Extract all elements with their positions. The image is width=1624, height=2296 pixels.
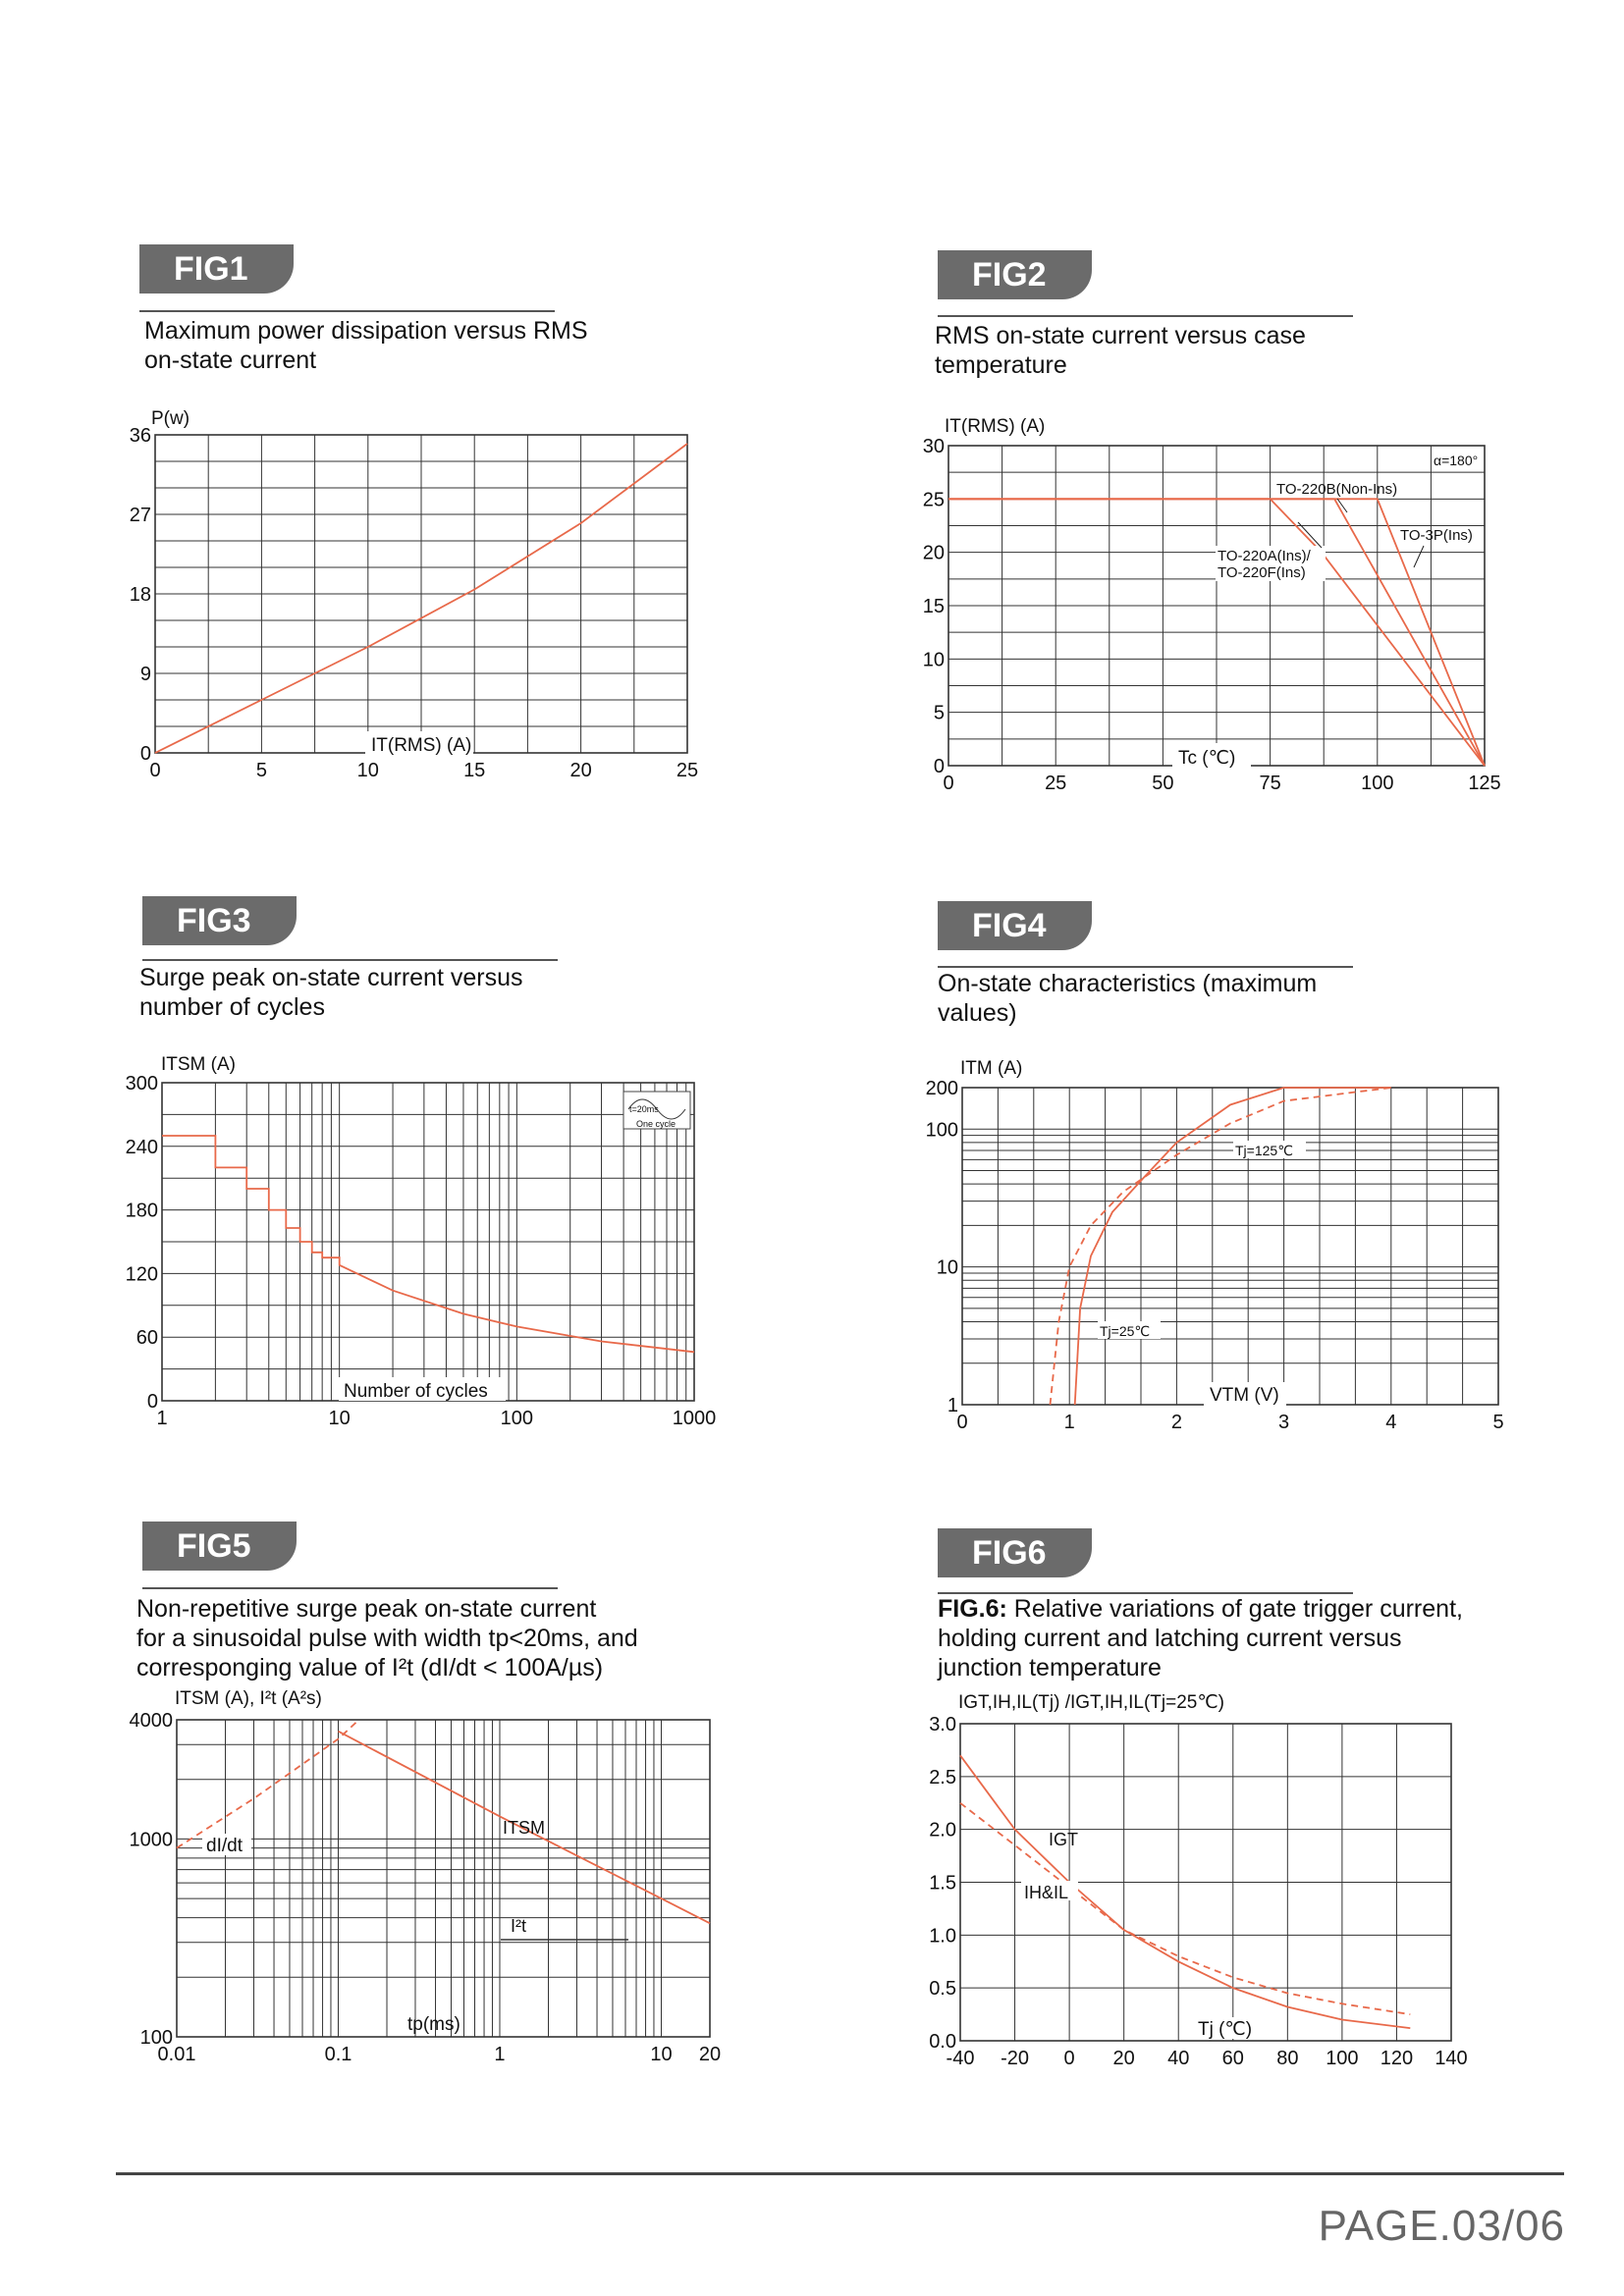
fig2-y-tick-label: 30: [922, 436, 945, 457]
fig6-x-tick-label: -20: [1001, 2048, 1030, 2069]
fig3-y-tick-label: 120: [125, 1263, 158, 1286]
fig1-caption: Maximum power dissipation versus RMS on-state current: [144, 317, 588, 374]
fig4-annot-25: Tj=25℃: [1100, 1323, 1151, 1339]
fig2-tab: FIG2: [938, 250, 1092, 299]
fig4-y-tick-label: 1: [947, 1395, 958, 1416]
fig5-x-tick-label: 0.1: [324, 2044, 352, 2065]
fig1-x-tick-label: 25: [676, 760, 699, 781]
fig4-y-tick-label: 200: [925, 1078, 958, 1099]
fig5-x-axis-label: tp(ms): [407, 2014, 460, 2035]
fig5-y-tick-label: 100: [139, 2027, 173, 2049]
fig4-annot-125: Tj=125℃: [1235, 1143, 1293, 1158]
fig3-x-axis-label: Number of cycles: [344, 1381, 488, 1402]
fig5-tab: FIG5: [142, 1522, 297, 1571]
fig2-y-tick-label: 25: [922, 489, 945, 511]
fig6-series-ihil: [960, 1803, 1410, 2014]
fig6-x-tick-label: -40: [946, 2048, 975, 2069]
fig2-x-tick-label: 50: [1152, 773, 1174, 794]
fig3-x-tick-label: 10: [328, 1408, 351, 1429]
fig3-y-tick-label: 0: [146, 1391, 158, 1413]
fig3-y-tick-label: 300: [125, 1073, 158, 1095]
fig2-y-tick-label: 15: [922, 596, 945, 617]
fig5-x-tick-label: 0.01: [157, 2044, 196, 2065]
fig6-tab: FIG6: [938, 1528, 1092, 1577]
fig2-y-tick-label: 10: [922, 649, 945, 671]
fig2-y-tick-label: 5: [933, 702, 945, 724]
fig4-x-tick-label: 2: [1170, 1412, 1182, 1433]
fig5-annot-itsm: ITSM: [503, 1818, 545, 1838]
fig6-x-tick-label: 100: [1326, 2048, 1359, 2069]
fig2-annot-to220f: TO-220F(Ins): [1218, 564, 1306, 581]
fig6-annot-igt: IGT: [1049, 1830, 1078, 1849]
fig6-x-tick-label: 120: [1380, 2048, 1414, 2069]
fig6-x-tick-label: 60: [1221, 2048, 1244, 2069]
fig5-y-tick-label: 4000: [129, 1710, 173, 1732]
fig3-x-tick-label: 1: [156, 1408, 168, 1429]
fig6-y-tick-label: 0.0: [929, 2031, 956, 2053]
fig1-x-tick-label: 0: [149, 760, 161, 781]
fig2-y-tick-label: 20: [922, 542, 945, 564]
fig6-x-tick-label: 20: [1112, 2048, 1135, 2069]
fig3-x-tick-label: 100: [500, 1408, 534, 1429]
fig5-y-tick-label: 1000: [129, 1829, 173, 1851]
fig5-annot-i2t: I²t: [511, 1916, 526, 1936]
fig2-y-axis-label: IT(RMS) (A): [945, 416, 1046, 437]
fig2-x-tick-label: 125: [1468, 773, 1501, 794]
fig4-x-axis-label: VTM (V): [1210, 1385, 1279, 1406]
fig6-y-tick-label: 1.0: [929, 1925, 956, 1948]
fig3-caption: Surge peak on-state current versus number of cycles: [139, 964, 523, 1021]
fig3-inset-label-t: t=20ms: [629, 1104, 659, 1114]
fig4-tab: FIG4: [938, 901, 1092, 950]
page-number: PAGE.03/06: [1318, 2202, 1565, 2250]
fig2-alpha-label: α=180°: [1434, 453, 1479, 468]
fig4-caption: On-state characteristics (maximum values): [938, 970, 1318, 1027]
fig2-caption: RMS on-state current versus case temperature: [935, 322, 1306, 379]
fig6-x-tick-label: 40: [1167, 2048, 1190, 2069]
fig2-annot-arrow: [1414, 546, 1424, 567]
fig1-y-axis-label: P(w): [151, 408, 190, 429]
fig1-x-tick-label: 10: [356, 760, 379, 781]
fig6-y-tick-label: 1.5: [929, 1872, 956, 1895]
fig6-y-axis-label: IGT,IH,IL(Tj) /IGT,IH,IL(Tj=25℃): [958, 1692, 1225, 1713]
fig6-caption-bold: FIG.6:: [938, 1595, 1007, 1623]
fig1-y-tick-label: 9: [139, 664, 151, 685]
fig4-x-tick-label: 0: [956, 1412, 968, 1433]
fig6-caption-text: Relative variations of gate trigger current, holding current and latching current versus junction temperature: [938, 1595, 1463, 1682]
fig4-y-tick-label: 100: [925, 1119, 958, 1142]
fig6-x-tick-label: 140: [1435, 2048, 1468, 2069]
fig2-annot-to220a: TO-220A(Ins)/: [1218, 548, 1311, 564]
fig2-x-axis-label: Tc (℃): [1178, 748, 1236, 769]
fig6-x-tick-label: 0: [1063, 2048, 1075, 2069]
fig2-x-tick-label: 75: [1259, 773, 1281, 794]
fig3-series-itsm: [162, 1136, 694, 1352]
fig4-x-tick-label: 5: [1492, 1412, 1504, 1433]
fig1-y-tick-label: 27: [129, 505, 151, 526]
fig2-x-tick-label: 25: [1045, 773, 1067, 794]
fig3-x-tick-label: 1000: [672, 1408, 717, 1429]
fig2-annot-to220b: TO-220B(Non-Ins): [1276, 481, 1398, 498]
fig2-x-tick-label: 100: [1361, 773, 1394, 794]
fig3-y-tick-label: 60: [135, 1327, 158, 1350]
fig3-y-axis-label: ITSM (A): [161, 1054, 236, 1075]
fig5-series-didt: [177, 1722, 356, 1847]
fig6-x-axis-label: Tj (℃): [1198, 2019, 1253, 2040]
fig5-frame: [177, 1720, 710, 2037]
fig3-y-tick-label: 180: [125, 1200, 158, 1222]
fig5-x-tick-label: 10: [650, 2044, 673, 2065]
fig2-x-tick-label: 0: [943, 773, 954, 794]
fig6-y-tick-label: 3.0: [929, 1714, 956, 1735]
fig4-x-tick-label: 1: [1063, 1412, 1075, 1433]
fig5-x-tick-label: 1: [494, 2044, 506, 2065]
fig2-y-tick-label: 0: [933, 756, 945, 777]
fig1-x-tick-label: 5: [255, 760, 267, 781]
fig1-y-tick-label: 18: [129, 584, 151, 606]
fig4-x-tick-label: 4: [1385, 1412, 1397, 1433]
fig5-y-axis-label: ITSM (A), I²t (A²s): [175, 1688, 322, 1709]
fig3-inset-label-cycle: One cycle: [636, 1119, 677, 1129]
fig4-y-axis-label: ITM (A): [960, 1058, 1023, 1079]
fig4-y-tick-label: 10: [936, 1256, 958, 1279]
fig4-x-tick-label: 3: [1278, 1412, 1290, 1433]
fig1-y-tick-label: 0: [139, 743, 151, 765]
fig6-annot-ihil: IH&IL: [1024, 1883, 1069, 1902]
fig6-y-tick-label: 0.5: [929, 1978, 956, 2001]
fig3-tab: FIG3: [142, 896, 297, 945]
footer-rule: [116, 2172, 1564, 2175]
fig1-tab: FIG1: [139, 244, 294, 294]
fig3-y-tick-label: 240: [125, 1136, 158, 1158]
fig5-x-tick-label: 20: [698, 2044, 722, 2065]
fig5-annot-didt: dI/dt: [206, 1836, 243, 1856]
fig6-y-tick-label: 2.0: [929, 1819, 956, 1842]
fig1-x-tick-label: 15: [463, 760, 486, 781]
fig5-caption: Non-repetitive surge peak on-state current for a sinusoidal pulse with width tp<20ms, and corresponging value of I²t (dI/dt < 100A/µs): [136, 1595, 638, 1682]
fig6-y-tick-label: 2.5: [929, 1766, 956, 1789]
fig1-x-tick-label: 20: [569, 760, 592, 781]
fig6-x-tick-label: 80: [1276, 2048, 1299, 2069]
fig1-y-tick-label: 36: [129, 425, 151, 447]
fig1-x-axis-label: IT(RMS) (A): [371, 735, 472, 756]
fig2-annot-to3p: TO-3P(Ins): [1400, 527, 1473, 544]
